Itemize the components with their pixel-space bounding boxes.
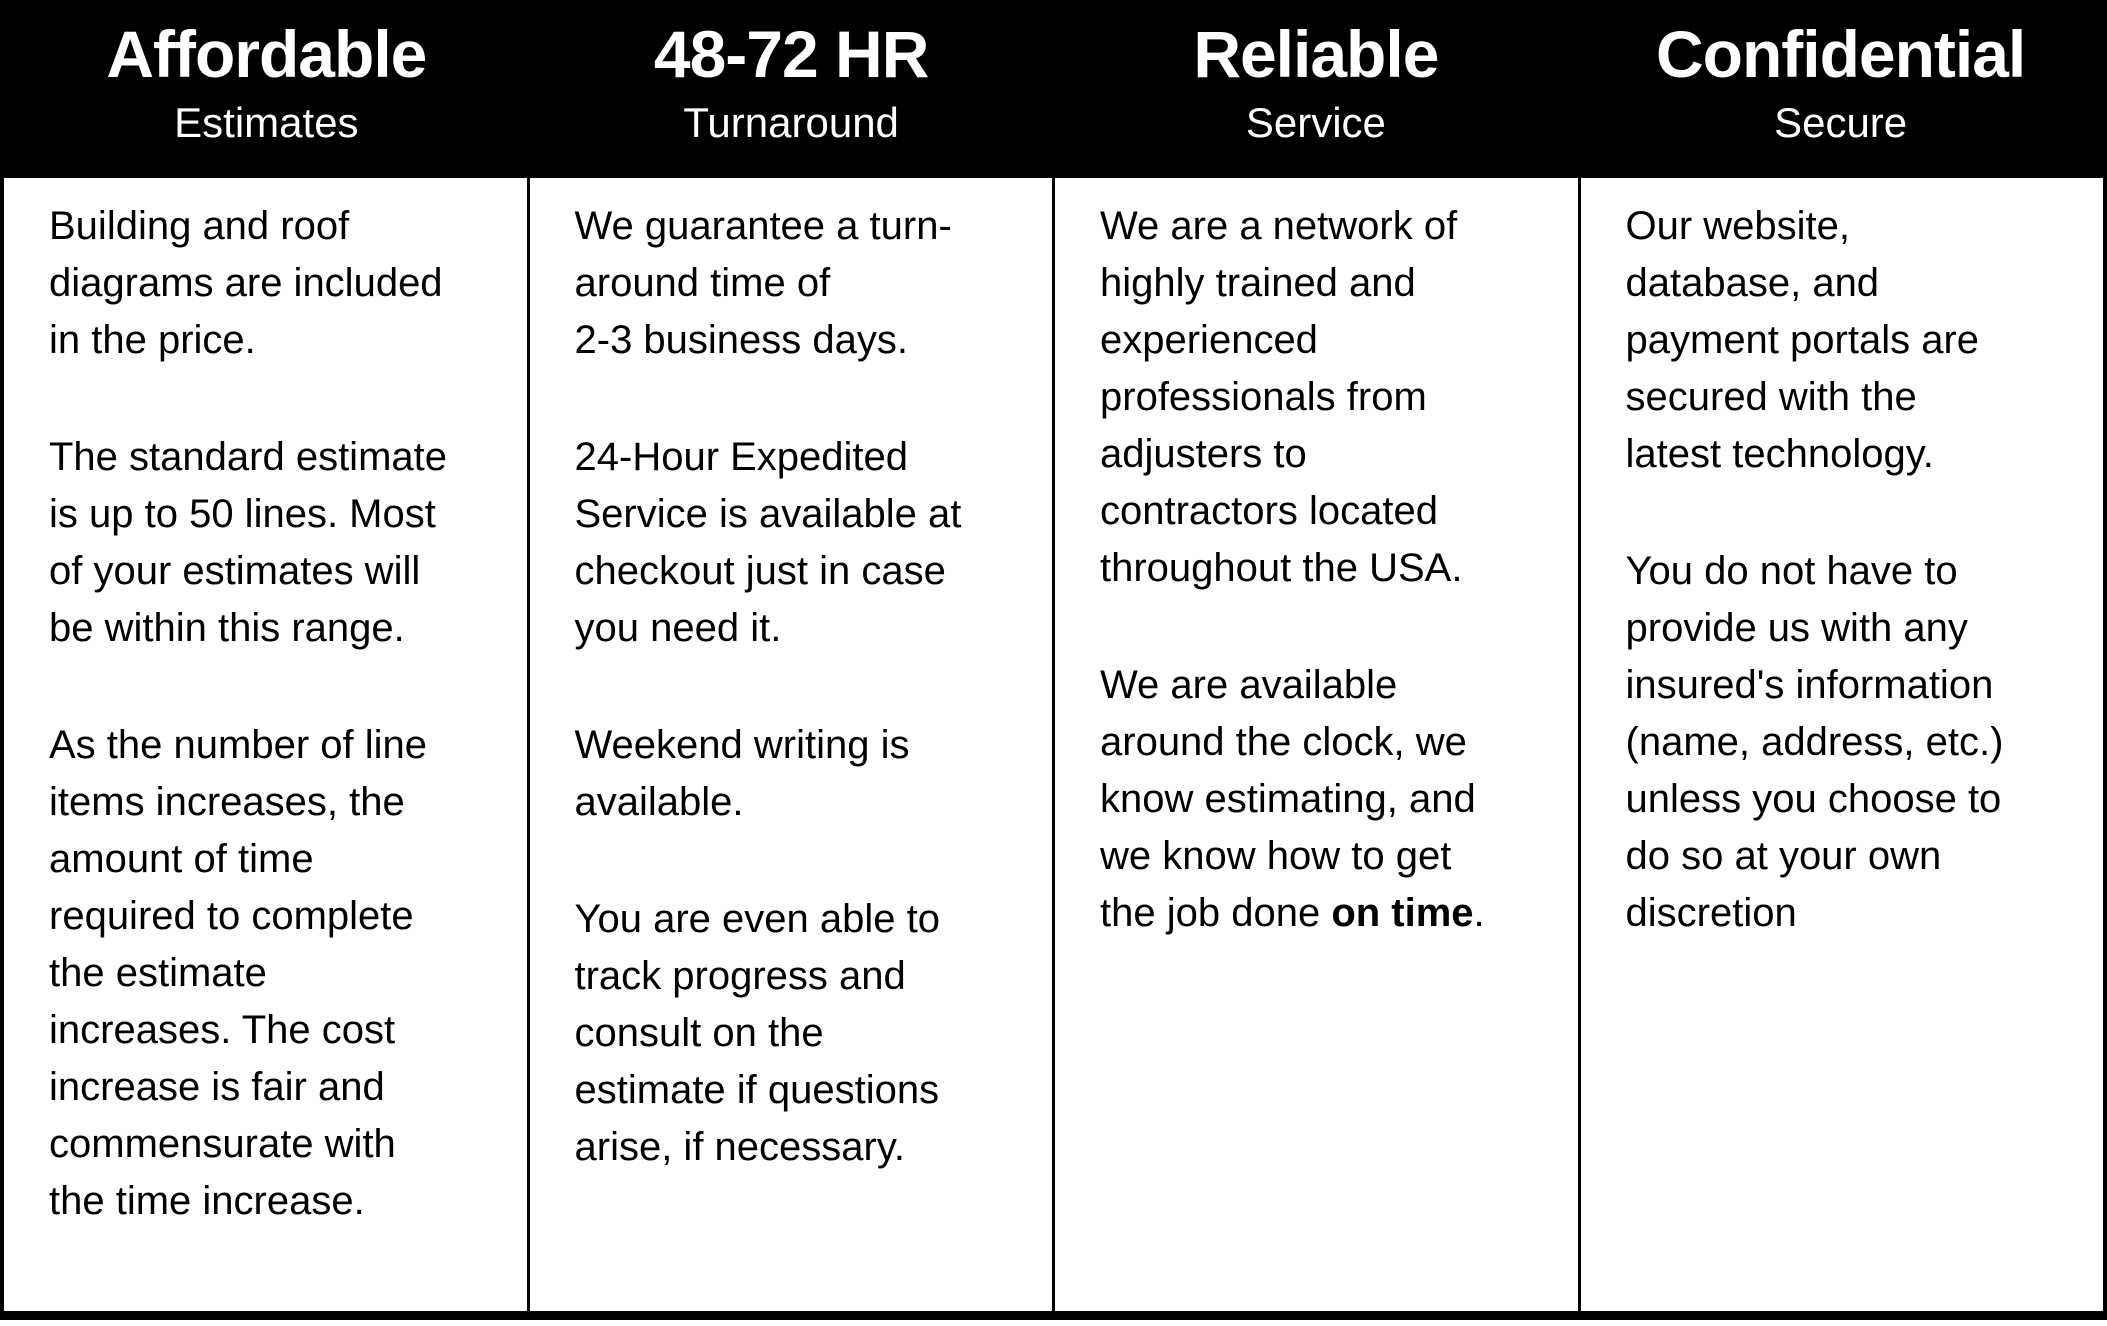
text-line: items increases, the [49,780,405,824]
column-title: Affordable [106,17,427,91]
text-line: throughout the USA. [1100,546,1463,590]
text-line: the estimate [49,951,267,995]
body-paragraph [1626,543,2088,942]
text-line: of your estimates will [49,549,421,593]
column-header-affordable [4,0,529,178]
text-line: Building and roof [49,204,350,248]
text-line: available. [574,780,744,824]
text-line: increase is fair and [49,1065,385,1109]
text-line: unless you choose to [1625,777,2002,821]
column-title: 48-72 HR [653,17,929,91]
text-line: arise, if necessary. [574,1125,905,1169]
text-line: As the number of line [49,723,427,767]
text-line: professionals from [1100,375,1427,419]
text-line: contractors located [1100,489,1438,533]
text-line: the job done on time. [1100,891,1485,935]
column-subtitle: Estimates [174,99,359,146]
body-paragraph [49,429,511,657]
body-paragraph [575,198,1037,369]
text-line: We are a network of [1100,204,1458,248]
text-line: Service is available at [574,492,962,536]
text-line: we know how to get [1100,834,1452,878]
column-subtitle: Service [1245,99,1386,146]
text-line: adjusters to [1100,432,1307,476]
text-line: We guarantee a turn- [574,204,952,248]
text-line: checkout just in case [574,549,946,593]
text-line: experienced [1100,318,1318,362]
text-line: diagrams are included [49,261,443,305]
column-header-reliable [1054,0,1579,178]
text-line: The standard estimate [49,435,447,479]
table-header-row [4,0,2103,178]
text-line: is up to 50 lines. Most [49,492,436,536]
column-title: Confidential [1655,17,2026,91]
body-cell-affordable [4,178,527,1311]
text-line: in the price. [49,318,256,362]
text-line: discretion [1625,891,1797,935]
body-paragraph [49,717,511,1230]
body-cell-turnaround [527,178,1053,1311]
text-line: be within this range. [49,606,405,650]
text-line: consult on the [574,1011,824,1055]
text-line: 2-3 business days. [574,318,909,362]
text-line: amount of time [49,837,314,881]
text-line: database, and [1625,261,1880,305]
text-line: insured's information [1625,663,1994,707]
text-line: You are even able to [574,897,940,941]
text-line: You do not have to [1625,549,1958,593]
text-line: highly trained and [1100,261,1416,305]
text-line: you need it. [574,606,782,650]
body-paragraph [1626,198,2088,483]
body-paragraph [575,717,1037,831]
text-line: the time increase. [49,1179,365,1223]
text-line: latest technology. [1625,432,1934,476]
text-line: around the clock, we [1100,720,1467,764]
body-paragraph [1100,198,1562,597]
text-line: track progress and [574,954,906,998]
text-line: 24-Hour Expedited [574,435,909,479]
text-line: do so at your own [1625,834,1942,878]
body-cell-confidential [1578,178,2104,1311]
body-paragraph [575,429,1037,657]
body-paragraph [575,891,1037,1176]
text-line: provide us with any [1625,606,1968,650]
text-line: know estimating, and [1100,777,1476,821]
text-line: required to complete [49,894,414,938]
text-line: Weekend writing is [574,723,910,767]
text-line: commensurate with [49,1122,396,1166]
text-line: increases. The cost [49,1008,396,1052]
column-header-confidential [1578,0,2103,178]
text-line: estimate if questions [574,1068,940,1112]
column-title: Reliable [1193,17,1439,91]
body-cell-reliable [1052,178,1578,1311]
body-paragraph [1100,657,1562,942]
body-paragraph [49,198,511,369]
text-line: payment portals are [1625,318,1980,362]
text-line: around time of [574,261,831,305]
column-header-turnaround [529,0,1054,178]
table-body-row [4,178,2103,1311]
text-line: secured with the [1625,375,1917,419]
text-line: (name, address, etc.) [1625,720,2004,764]
text-line: We are available [1100,663,1398,707]
text-line: Our website, [1625,204,1851,248]
column-subtitle: Secure [1774,99,1908,146]
column-subtitle: Turnaround [683,99,899,146]
